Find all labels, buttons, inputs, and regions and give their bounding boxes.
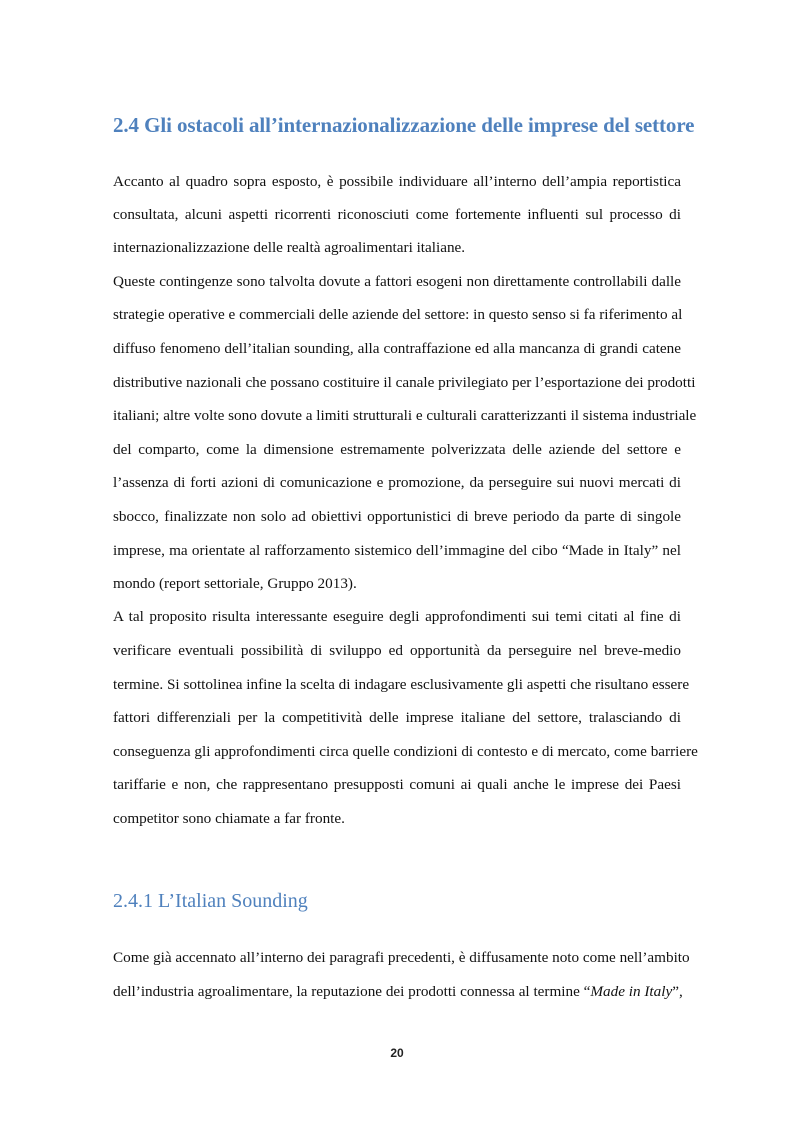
- paragraph-1-line-3: internazionalizzazione delle realtà agroalimentari italiane.: [113, 239, 466, 256]
- paragraph-1-line-2: consultata, alcuni aspetti ricorrenti riconosciuti come fortemente influenti sul processo di: [113, 206, 681, 223]
- paragraph-2-line-10: mondo (report settoriale, Gruppo 2013).: [113, 575, 357, 592]
- section-heading: 2.4 Gli ostacoli all’internazionalizzazione delle imprese del settore: [113, 113, 695, 137]
- paragraph-3-line-1: A tal proposito risulta interessante eseguire degli approfondimenti sui temi citati al fine di: [113, 608, 681, 625]
- paragraph-2-line-7: l’assenza di forti azioni di comunicazione e promozione, da perseguire sui nuovi mercati di: [113, 474, 681, 491]
- line-2-prefix: dell’industria agroalimentare, la reputazione dei prodotti connessa al termine “: [113, 983, 591, 1000]
- paragraph-2-line-8: sbocco, finalizzate non solo ad obiettivi opportunistici di breve periodo da parte di singole: [113, 508, 681, 525]
- paragraph-2-line-4: distributive nazionali che possano costituire il canale privilegiato per l’esportazione dei prodotti: [113, 374, 696, 391]
- subsection-paragraph-line-2: [113, 982, 681, 1002]
- paragraph-3-line-2: verificare eventuali possibilità di sviluppo ed opportunità da perseguire nel breve-medio: [113, 642, 681, 659]
- paragraph-2-line-3: diffuso fenomeno dell’italian sounding, alla contraffazione ed alla mancanza di grandi catene: [113, 340, 681, 357]
- line-2-suffix: ”,: [672, 983, 683, 1000]
- paragraph-2-line-1: Queste contingenze sono talvolta dovute a fattori esogeni non direttamente controllabili dalle: [113, 273, 681, 290]
- paragraph-1-line-1: Accanto al quadro sopra esposto, è possibile individuare all’interno dell’ampia reportistica: [113, 173, 681, 190]
- paragraph-2-line-9: imprese, ma orientate al rafforzamento sistemico dell’immagine del cibo “Made in Italy” nel: [113, 542, 681, 559]
- paragraph-3-line-4: fattori differenziali per la competitività delle imprese italiane del settore, tralasciando di: [113, 709, 681, 726]
- subsection-paragraph-line-1: Come già accennato all’interno dei paragrafi precedenti, è diffusamente noto come nell’ambito: [113, 949, 690, 966]
- paragraph-2-line-6: del comparto, come la dimensione estremamente polverizzata delle aziende del settore e: [113, 441, 681, 458]
- paragraph-3-line-7: competitor sono chiamate a far fronte.: [113, 810, 345, 827]
- paragraph-2-line-5: italiani; altre volte sono dovute a limiti strutturali e culturali caratterizzanti il sistema industriale: [113, 407, 697, 424]
- paragraph-2-line-2: strategie operative e commerciali delle aziende del settore: in questo senso si fa riferimento al: [113, 306, 683, 323]
- page-number: 20: [390, 1046, 404, 1060]
- paragraph-3-line-5: conseguenza gli approfondimenti circa quelle condizioni di contesto e di mercato, come barriere: [113, 743, 698, 760]
- subsection-heading: 2.4.1 L’Italian Sounding: [113, 890, 308, 912]
- made-in-italy-italic: Made in Italy: [590, 983, 673, 1000]
- paragraph-3-line-6: tariffarie e non, che rappresentano presupposti comuni ai quali anche le imprese dei Paesi: [113, 776, 681, 793]
- paragraph-3-line-3: termine. Si sottolinea infine la scelta di indagare esclusivamente gli aspetti che risultano essere: [113, 676, 690, 693]
